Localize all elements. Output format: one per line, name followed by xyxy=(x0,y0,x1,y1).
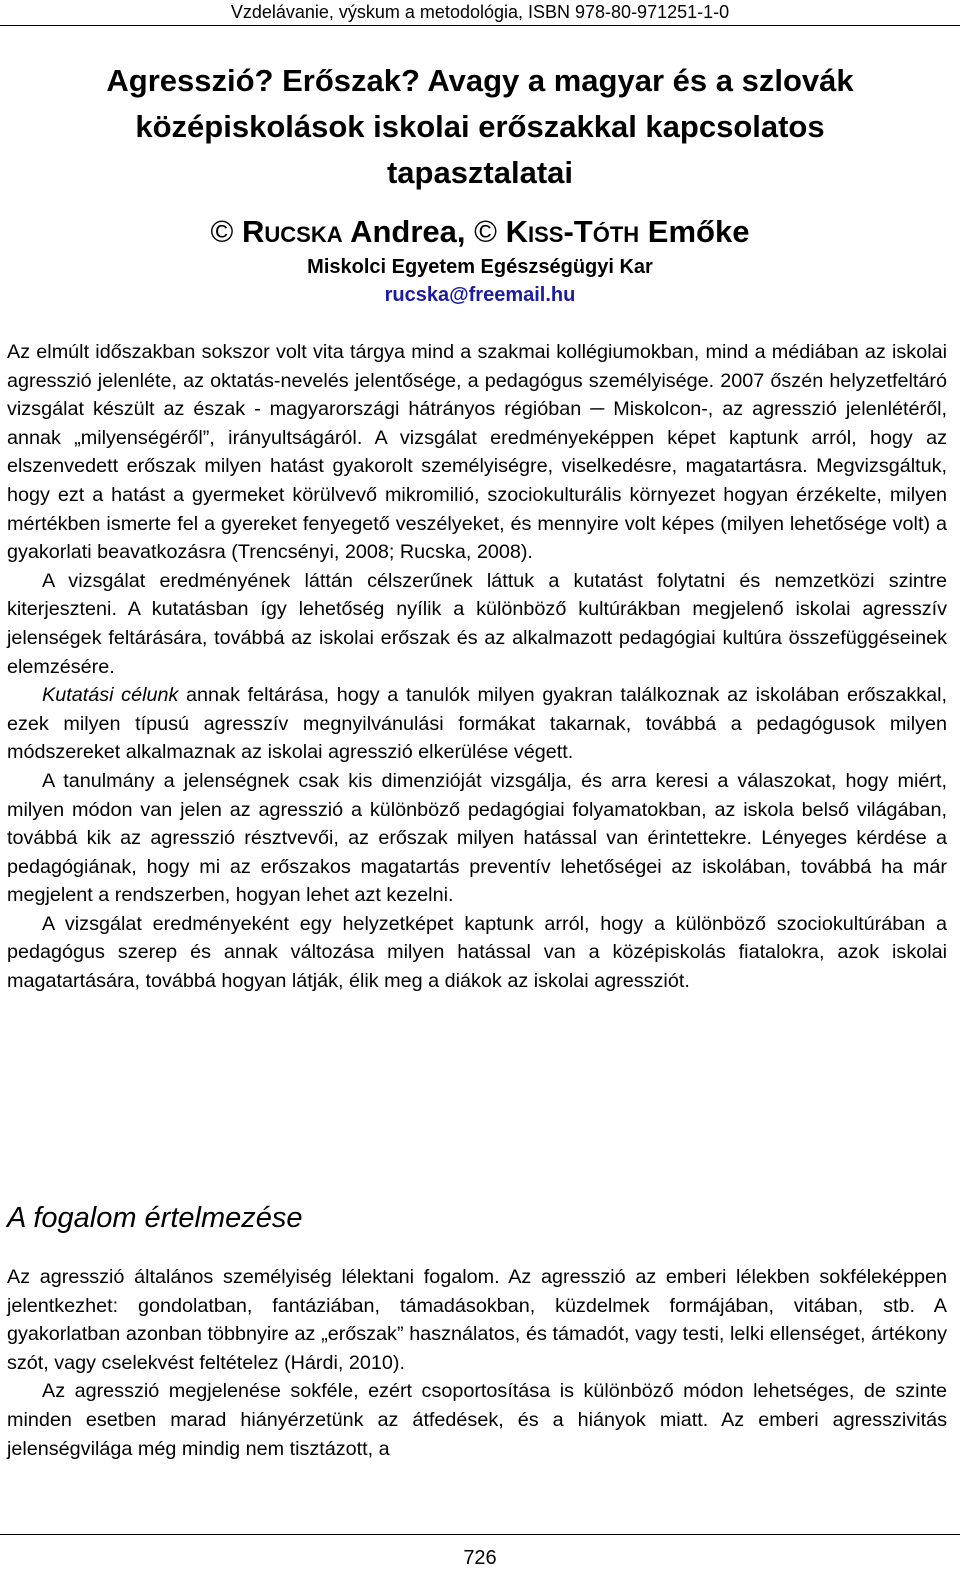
paragraph: Az agresszió megjelenése sokféle, ezért csoportosítása is különböző módon lehetséges, de szinte minden esetben marad hiányérzetünk az átfedések, és a hiányok miatt. Az emberi agresszivitás jelenségvilága még mindig nem tisztázott, a xyxy=(7,1380,947,1460)
author-2 xyxy=(506,214,750,249)
title-line-3: tapasztalatai xyxy=(386,155,574,190)
running-header xyxy=(0,0,960,26)
section-heading: A fogalom értelmezése xyxy=(7,1202,303,1234)
paragraph: A tanulmány a jelenségnek csak kis dimenzióját vizsgálja, és arra keresi a válaszokat, hogy miért, milyen módon van jelen az agresszió a különböző pedagógiai folyamatokban, az iskola belső világában, továbbá kik az agresszió résztvevői, az erőszak milyen hatással van érintettekre. Lényeges kérdése a pedagógiának, hogy mi az erőszakos magatartás preventív lehetőségei az iskolában, továbbá ha már megjelent a rendszerben, hogyan lehet azt kezelni. xyxy=(7,769,947,907)
running-header-text: Vzdelávanie, výskum a metodológia, ISBN 978-80-971251-1-0 xyxy=(230,2,730,22)
copyright-icon: © xyxy=(210,214,234,249)
author-2-surname-rest: iss xyxy=(528,214,564,249)
paragraph: A vizsgálat eredményeként egy helyzetképet kaptunk arról, hogy a különböző szociokultúrában a pedagógus szerep és annak változása milyen hatással van a középiskolás fiatalokra, azok iskolai magatartására, továbbá hogyan látják, élik meg a diákok az iskolai agressziót. xyxy=(7,912,947,993)
author-1-given-name: Andrea, xyxy=(342,214,466,249)
paragraph: A vizsgálat eredményének láttán célszerűnek láttuk a kutatást folytatni és nemzetközi szintre kiterjeszteni. A kutatásban így lehetőség nyílik a különböző kultúrákban megjelenő iskolai agresszív jelenségek feltárására, továbbá az iskolai erőszak és az alkalmazott pedagógiai kultúra összefüggéseinek elemzésére. xyxy=(7,569,947,678)
author-2-surname2-initial: T xyxy=(573,214,593,249)
paragraph xyxy=(7,681,947,767)
copyright-icon: © xyxy=(474,214,497,249)
author-1-surname-rest: ucska xyxy=(264,214,343,249)
author-2-hyphen: - xyxy=(563,214,574,249)
article-title xyxy=(0,58,960,196)
title-line-1: Agresszió? Erőszak? Avagy a magyar és a szlovák xyxy=(106,63,854,98)
author-1-surname-initial: R xyxy=(242,214,265,249)
paragraph-text: annak feltárása, hogy a tanulók milyen gyakran találkoznak az iskolában erőszakkal, ezek milyen típusú agresszív megnyilvánulási formákat takarnak, továbbá a pedagógusok milyen módszereket alkalmaznak az iskolai agresszió elkerülése végett. xyxy=(7,684,947,764)
abstract-body xyxy=(7,338,947,996)
footer-divider xyxy=(0,1534,960,1535)
emphasis-research-aim: Kutatási célunk xyxy=(42,684,179,707)
title-line-2: középiskolások iskolai erőszakkal kapcsolatos xyxy=(135,109,825,144)
page-number: 726 xyxy=(463,1547,497,1569)
paragraph: Az agresszió általános személyiség lélektani fogalom. Az agresszió az emberi lélekben sokféleképpen jelentkezhet: gondolatban, fantáziában, támadásokban, küzdelmek formájában, vitában, stb. A gyakorlatban azonban többnyire az „erőszak” használatos, és támadót, vagy testi, lelki ellenséget, ártékony szót, vagy cselekvést feltételez (Hárdi, 2010). xyxy=(7,1266,947,1374)
author-2-surname-initial: K xyxy=(505,214,528,249)
author-2-given-name: Emőke xyxy=(639,214,750,249)
author-email-link[interactable]: rucska@freemail.hu xyxy=(384,284,576,306)
section-body xyxy=(7,1263,947,1463)
paragraph: Az elmúlt időszakban sokszor volt vita tárgya mind a szakmai kollégiumokban, mind a médiában az iskolai agresszió jelenléte, az oktatás-nevelés jelentősége, a pedagógus személyisége. 2007 őszén helyzetfeltáró vizsgálat készült az észak - magyarországi hátrányos régióban ─ Miskolcon-, az agresszió jelenlétéről, annak „milyenségéről”, irányultságáról. A vizsgálat eredményeképpen képet kaptunk arról, hogy az elszenvedett erőszak milyen hatást gyakorolt személyiségre, viselkedésre, magatartásra. Megvizsgáltuk, hogy ezt a hatást a gyermeket körülvevő mikromilió, szociokulturális környezet hogyan érzékelte, milyen mértékben ismerte fel a gyereket fenyegető veszélyeket, és mennyire volt képes (milyen lehetősége volt) a gyakorlati beavatkozásra (Trencsényi, 2008; Rucska, 2008). xyxy=(7,341,947,564)
affiliation: Miskolci Egyetem Egészségügyi Kar xyxy=(307,256,653,278)
author-1 xyxy=(242,214,466,249)
author-line xyxy=(0,211,960,253)
author-2-surname2-rest: óth xyxy=(592,214,640,249)
